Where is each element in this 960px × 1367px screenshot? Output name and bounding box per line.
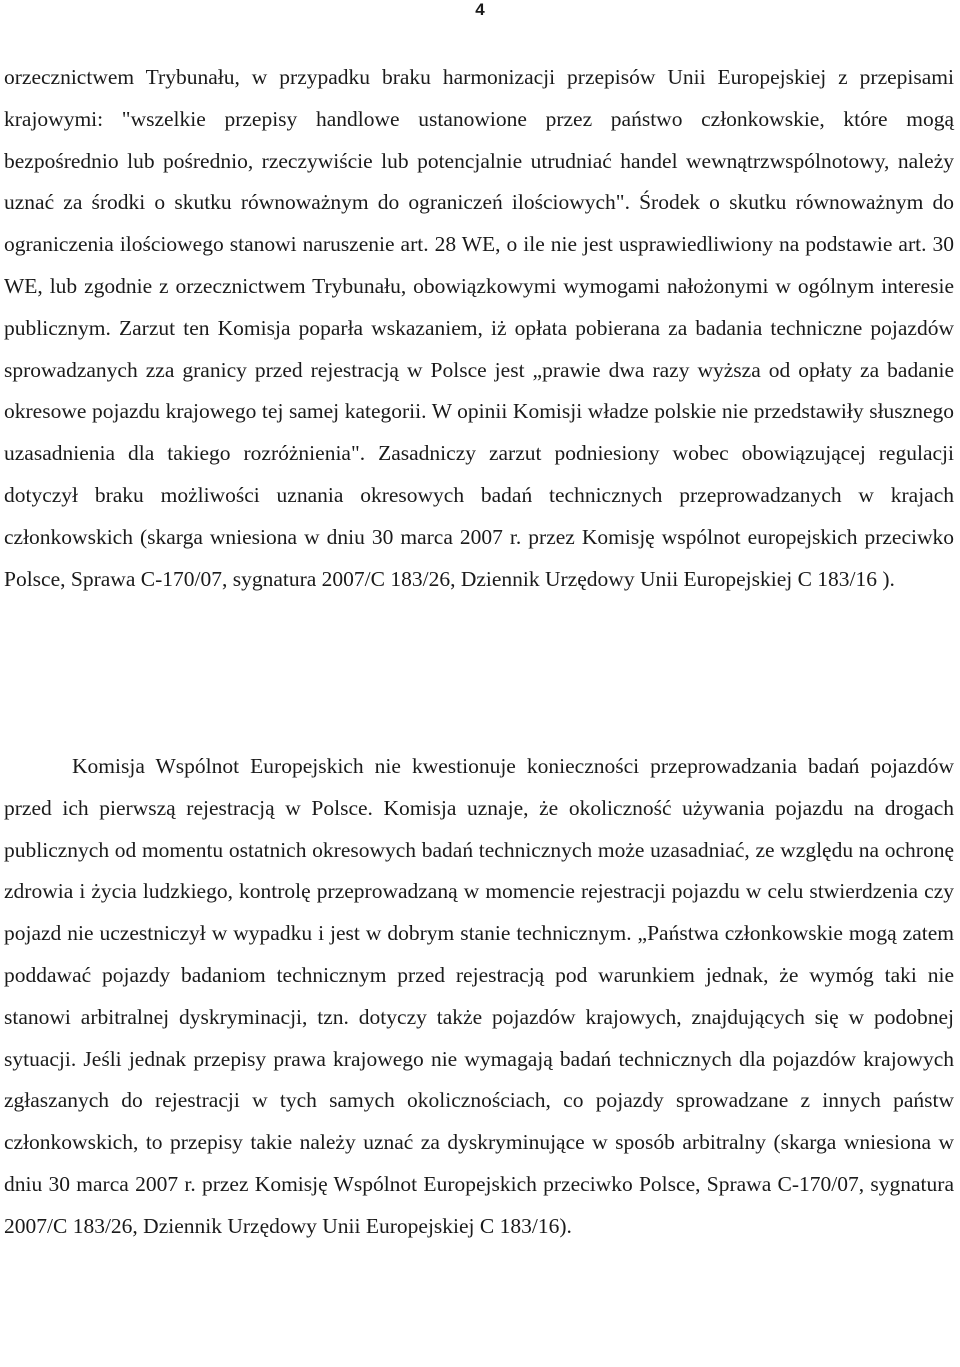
paragraph-commission-position: Komisja Wspólnot Europejskich nie kwestionuje konieczności przeprowadzania badań pojazdów przed ich pierwszą rejestracją w Polsce. Komisja uznaje, że okoliczność używania pojazdu na drogach publicznych od momentu ostatnich okresowych badań technicznych może uzasadniać, ze względu na ochronę zdrowia i życia ludzkiego, kontrolę przeprowadzaną w momencie rejestracji pojazdu w celu stwierdzenia czy pojazd nie uczestniczył w wypadku i jest w dobrym stanie technicznym. „Państwa członkowskie mogą zatem poddawać pojazdy badaniom technicznym przed rejestracją pod warunkiem jednak, że wymóg taki nie stanowi arbitralnej dyskryminacji, tzn. dotyczy także pojazdów krajowych, znajdujących się w podobnej sytuacji. Jeśli jednak przepisy prawa krajowego nie wymagają badań technicznych dla pojazdów krajowych zgłaszanych do rejestracji w tych samych okolicznościach, co pojazdy sprowadzane z innych państw członkowskich, to przepisy takie należy uznać za dyskryminujące w sposób arbitralny (skarga wniesiona w dniu 30 marca 2007 r. przez Komisję Wspólnot Europejskich przeciwko Polsce, Sprawa C-170/07, sygnatura 2007/C 183/26, Dziennik Urzędowy Unii Europejskiej C 183/16). bbox=[4, 754, 954, 1238]
page-number: 4 bbox=[475, 0, 485, 19]
paragraph-continuation: orzecznictwem Trybunału, w przypadku braku harmonizacji przepisów Unii Europejskiej z przepisami krajowymi: "wszelkie przepisy handlowe ustanowione przez państwo członkowskie, które mogą bezpośrednio lub pośrednio, rzeczywiście lub potencjalnie utrudniać handel wewnątrzwspólnotowy, należy uznać za środki o skutku równoważnym do ograniczeń ilościowych". Środek o skutku równoważnym do ograniczenia ilościowego stanowi naruszenie art. 28 WE, o ile nie jest usprawiedliwiony na podstawie art. 30 WE, lub zgodnie z orzecznictwem Trybunału, obowiązkowymi wymogami nałożonymi w ogólnym interesie publicznym. Zarzut ten Komisja poparła wskazaniem, iż opłata pobierana za badania techniczne pojazdów sprowadzanych zza granicy przed rejestracją w Polsce jest „prawie dwa razy wyższa od opłaty za badanie okresowe pojazdu krajowego tej samej kategorii. W opinii Komisji władze polskie nie przedstawiły słusznego uzasadnienia dla takiego rozróżnienia". Zasadniczy zarzut podniesiony wobec obowiązującej regulacji dotyczył braku możliwości uznania okresowych badań technicznych przeprowadzanych w krajach członkowskich (skarga wniesiona w dniu 30 marca 2007 r. przez Komisję wspólnot europejskich przeciwko Polsce, Sprawa C-170/07, sygnatura 2007/C 183/26, Dziennik Urzędowy Unii Europejskiej C 183/16 ). bbox=[4, 65, 954, 591]
